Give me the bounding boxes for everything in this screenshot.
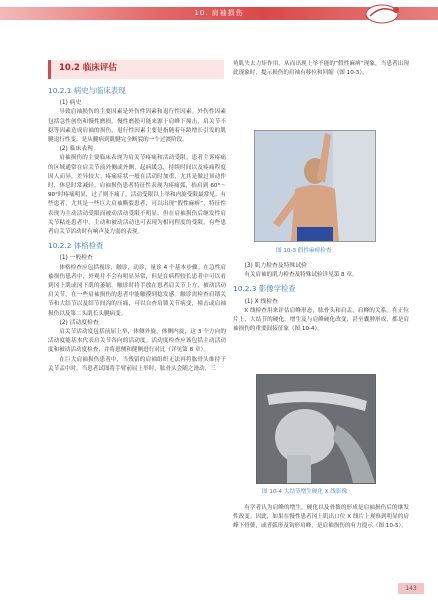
- page-number: 143: [398, 583, 424, 594]
- right-column-text-bottom: [233, 504, 409, 532]
- running-header: 10. 肩袖损伤: [194, 9, 244, 17]
- paragraph: 肩关节活动度包括前屈上举，体侧外旋，体侧内旋，这 3 个方向的活动度能基本代表肩关节各向的活动度。活动度检查应该包括主动活动度和被动活动度检查，并将患侧和健侧进行对比（详见第 8 章）。: [48, 329, 226, 354]
- person-figure-icon: [255, 131, 375, 241]
- logo-icon: [362, 2, 406, 26]
- subsection-title: 10.2.3 影像学检查: [233, 284, 296, 294]
- subsection-title: 10.2.1 病史与临床表现: [48, 86, 126, 95]
- figure-photo-pseudoparalysis: [254, 130, 376, 242]
- paragraph-heading: (2) 活动度检查: [59, 319, 99, 326]
- paragraph: 有关肩袖的肌力检查及特殊试验详见第 8 章。: [244, 272, 358, 279]
- section-heading-box: [48, 60, 224, 79]
- figure-caption: 图 10-3 假性麻痹检查: [276, 248, 332, 254]
- paragraph-heading: (2) 临床表现: [59, 146, 93, 153]
- paragraph: 在巨大肩袖损伤患者中，当残留的肩袖组织无法再将肱骨头维持于关节盂中时，当患者试图将手臂前屈上举时，肱骨头会随之滑动，三: [48, 356, 226, 372]
- figure-xray-image: [256, 374, 376, 484]
- paragraph: 体格检查应包括视诊，触诊，动诊，量诊 4 个基本步骤。在急性肩袖损伤患者中，外观并不会有明显异常，但是在病程较长患者中可以看到冈上肌或冈下肌的萎缩。触诊时将手放在患者肩关节上方，被动活动肩关节，在一些肩袖损伤的患者中能触摸到捻发感。触诊需检查肩锁关节和大结节以及结节间沟的压痛，可以自查肩锁关节病变，撞击或肩袖损伤以及第二头肌长头腱病变。: [48, 264, 226, 317]
- xray-shoulder-icon: [257, 375, 375, 483]
- paragraph-heading: (3) 肌力检查及特殊试验: [244, 263, 307, 269]
- paragraph-heading: (1) 病史: [59, 100, 82, 107]
- section-title: 10.2 临床评估: [59, 63, 117, 73]
- figure-caption: 图 10-4 大结节增生硬化 X 线影像: [262, 489, 348, 495]
- right-column-text-top: [233, 60, 409, 78]
- paragraph-heading: (1) 一般检查: [59, 255, 93, 262]
- paragraph: X 线检查用来评估肩峰形态，肱骨头和肩盂，肩峰的关系。在正位片上，大结节的硬化，增生及与肩峰硬化改变，甚至囊肿形成，都是肩袖损伤的重要间接征象（图 10-4）。: [233, 307, 409, 333]
- right-column-text-middle: [233, 262, 409, 334]
- paragraph: 有学者认为肩峰的增生，硬化以及骨赘的形成是肩袖损伤后的继发性改变。因此，如果在慢性患者冈上肌出口位 X 线片上观察到明显的肩峰下骨赘，或者弧形及钩形肩峰，是肩袖损伤的有力提示（图 10-5）。: [233, 505, 409, 530]
- paragraph-heading: (1) X 线检查: [244, 298, 278, 305]
- paragraph: 导致肩袖损伤的主要因素是外伤性因素和退行性因素。外伤性因素包括急性创伤和慢性磨损。慢性磨损可能来源于肩峰下撞击，肩关节不稳等因素造成肩袖的损伤。退行性因素主要是指随着年龄增长引发的肌腱退行性变，是从腱病到肌腱完全断裂的一个过渡阶段。: [48, 109, 226, 144]
- paragraph: 角肌失去力矩作用，从而出现上举不能的“假性麻痹”现象，当患者出现此现象时，提示损伤的肩袖有移位和回缩（图 10-3）。: [233, 61, 409, 77]
- subsection-title: 10.2.2 体格检查: [48, 241, 104, 251]
- left-column: [48, 60, 226, 374]
- paragraph: 肩袖损伤的主要临床表现为肩关节疼痛和活动受限。患者主诉疼痛的区域通常在肩关节前外侧或外侧，起病缓急，持续时间以及疼痛程度因人而异，差异较大。疼痛症状一般在活动时加重，尤其是做过顶动作时，休息时常减轻。肩袖损伤患者特征性表现为疼痛弧，抬肩到 60°～90°时疼痛明显，过了则不痛了。活动受限以上举和内旋受限最常见。有些患者，尤其是一些巨大肩袖撕裂患者，可以出现“假性麻痹”，特征性表现为主动活动受限而被动活动受限不明显，但在肩袖损伤后继发性肩关节粘连患者中，主动和被动活动也可表现为相同程度的受限。有些患者肩关节活动时有响声及力弱的表现。: [48, 155, 226, 236]
